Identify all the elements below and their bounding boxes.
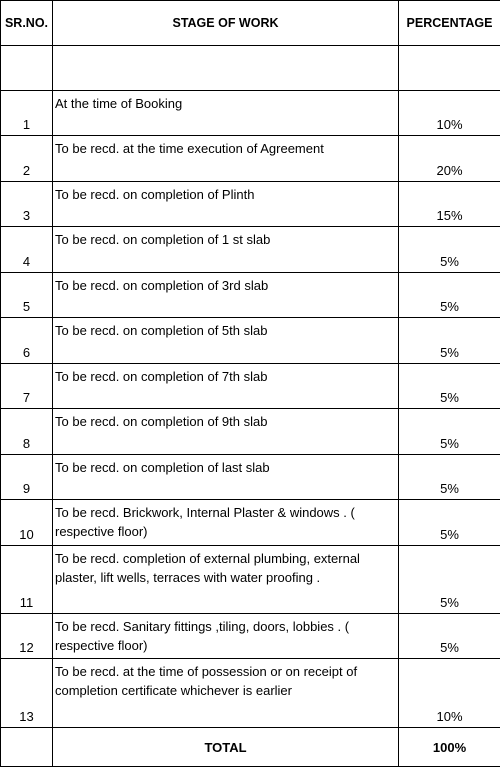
percentage-cell: 5% [399, 227, 500, 273]
blank-row [1, 46, 500, 91]
sr-cell: 13 [1, 659, 53, 728]
table-row [1, 409, 500, 455]
stage-cell: To be recd. on completion of last slab [53, 455, 399, 500]
stage-cell: To be recd. on completion of 5th slab [53, 318, 399, 364]
percentage-cell: 5% [399, 364, 500, 409]
sr-cell: 1 [1, 91, 53, 136]
table-row [1, 273, 500, 318]
stage-cell: To be recd. on completion of Plinth [53, 182, 399, 227]
sr-cell: 5 [1, 273, 53, 318]
stage-cell: To be recd. on completion of 7th slab [53, 364, 399, 409]
stage-cell: To be recd. Brickwork, Internal Plaster & windows . ( respective floor) [53, 500, 399, 546]
sr-cell: 8 [1, 409, 53, 455]
sr-cell: 6 [1, 318, 53, 364]
table-row [1, 659, 500, 728]
sr-cell: 12 [1, 614, 53, 659]
header-sr-no: SR.NO. [1, 1, 53, 46]
header-stage-of-work: STAGE OF WORK [53, 1, 399, 46]
blank-cell [399, 46, 500, 91]
table-row [1, 614, 500, 659]
sr-cell: 4 [1, 227, 53, 273]
sr-cell: 7 [1, 364, 53, 409]
stage-cell: To be recd. at the time execution of Agreement [53, 136, 399, 182]
header-percentage: PERCENTAGE [399, 1, 500, 46]
stage-cell: To be recd. Sanitary fittings ,tiling, doors, lobbies . ( respective floor) [53, 614, 399, 659]
table-row [1, 364, 500, 409]
percentage-cell: 5% [399, 273, 500, 318]
sr-cell: 10 [1, 500, 53, 546]
total-label: TOTAL [53, 728, 399, 767]
stage-cell: To be recd. at the time of possession or on receipt of completion certificate whichever is earlier [53, 659, 399, 728]
percentage-cell: 5% [399, 318, 500, 364]
blank-cell [53, 46, 399, 91]
total-row [1, 728, 500, 767]
percentage-cell: 5% [399, 500, 500, 546]
header-row [1, 1, 500, 46]
percentage-cell: 10% [399, 91, 500, 136]
table-row [1, 182, 500, 227]
stage-cell: At the time of Booking [53, 91, 399, 136]
percentage-cell: 5% [399, 614, 500, 659]
percentage-cell: 5% [399, 455, 500, 500]
table-row [1, 318, 500, 364]
percentage-cell: 20% [399, 136, 500, 182]
blank-cell [1, 46, 53, 91]
stage-cell: To be recd. on completion of 1 st slab [53, 227, 399, 273]
percentage-cell: 5% [399, 409, 500, 455]
table-row [1, 500, 500, 546]
table-row [1, 455, 500, 500]
table-row [1, 91, 500, 136]
sr-cell: 9 [1, 455, 53, 500]
total-blank-cell [1, 728, 53, 767]
stage-cell: To be recd. on completion of 9th slab [53, 409, 399, 455]
sr-cell: 3 [1, 182, 53, 227]
sr-cell: 2 [1, 136, 53, 182]
sr-cell: 11 [1, 546, 53, 614]
percentage-cell: 15% [399, 182, 500, 227]
percentage-cell: 10% [399, 659, 500, 728]
stage-cell: To be recd. completion of external plumbing, external plaster, lift wells, terraces with water proofing . [53, 546, 399, 614]
table-row [1, 136, 500, 182]
total-percentage: 100% [399, 728, 500, 767]
table-row [1, 546, 500, 614]
table-row [1, 227, 500, 273]
stage-cell: To be recd. on completion of 3rd slab [53, 273, 399, 318]
percentage-cell: 5% [399, 546, 500, 614]
